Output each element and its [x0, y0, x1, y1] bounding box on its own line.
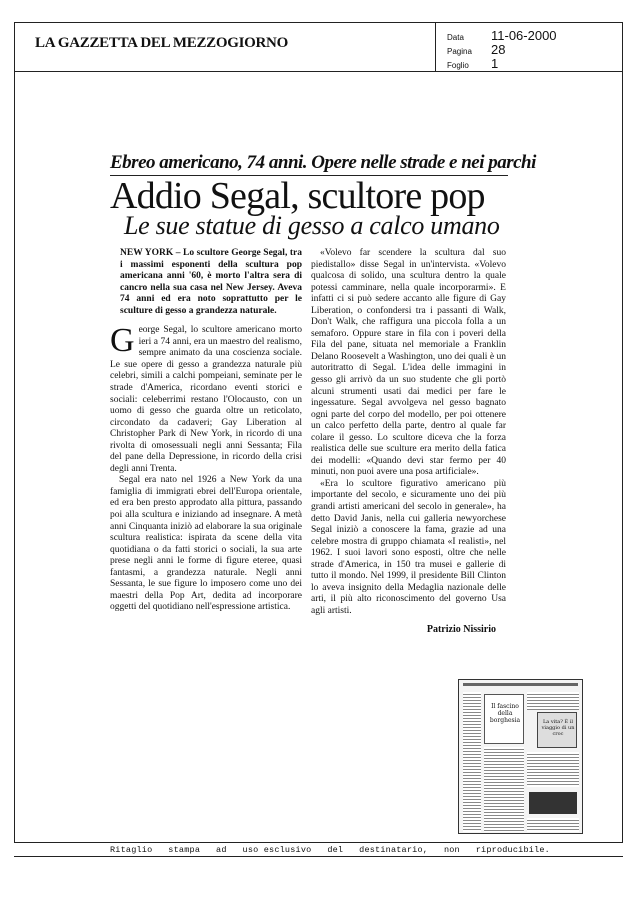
footer-rule-bottom: [14, 856, 623, 857]
page-thumbnail: [458, 679, 583, 834]
thumbnail-box-title: Il fascino della borghesia: [489, 703, 521, 724]
article-subhead: Le sue statue di gesso a calco umano: [124, 211, 500, 240]
thumbnail-text-block: [463, 692, 481, 832]
article-lead: NEW YORK – Lo scultore George Segal, tra i massimi esponenti della scultura pop americana anni '60, è morto l'altra sera di cancro nella sua casa nel New Jersey. Aveva 74 anni ed era noto soprattutto per le sculture di gesso a grandezza naturale.: [120, 248, 302, 316]
thumbnail-dark-box: [529, 792, 577, 814]
frame-left: [14, 72, 15, 842]
meta-sheet-value: 1: [491, 56, 499, 71]
meta-date: [447, 28, 557, 43]
thumbnail-header-bar: [463, 683, 578, 686]
footer-rule-top: [14, 842, 623, 843]
header-box: [14, 22, 623, 72]
header-divider: [435, 23, 436, 71]
meta-sheet: [447, 56, 498, 71]
meta-page: [447, 42, 505, 57]
meta-date-value: 11-06-2000: [491, 28, 557, 43]
article-paragraph: [110, 322, 302, 475]
meta-page-value: 28: [491, 42, 506, 57]
article-headline: Addio Segal, scultore pop: [110, 175, 485, 217]
meta-date-label: Data: [447, 33, 464, 42]
article-column-left: [110, 248, 302, 614]
thumbnail-text-block: [527, 818, 579, 832]
footer-disclaimer: Ritaglio stampa ad uso esclusivo del destinatario, non riproducibile.: [110, 845, 550, 855]
thumbnail-box: [484, 694, 524, 744]
article-column-right: [311, 248, 506, 635]
thumbnail-photo-caption: La vita? È il viaggio di un croc: [541, 719, 575, 737]
meta-sheet-label: Foglio: [447, 61, 469, 70]
thumbnail-text-block: [484, 747, 524, 832]
masthead: LA GAZZETTA DEL MEZZOGIORNO: [35, 35, 288, 51]
frame-right: [622, 72, 623, 842]
article-author: Patrizio Nissirio: [426, 623, 496, 635]
article-paragraph: Segal era nato nel 1926 a New York da una famiglia di immigrati ebrei dell'Europa orientale, ed era ben presto approdato alla pittura, passando poi alla scultura e iniziando ad insegnare. A metà anni Cinquanta iniziò ad elaborare la sua originale scultura realistica: ispirata da scene della vita quotidiana o da fatti storici o sociali, la sua arte prese negli anni le forme di figure eteree, quasi fantasmi, a grandezza naturale. Negli anni Sessanta, le sue figure lo imposero come uno dei maestri della Pop Art, dedita ad incorporare oggetti del quotidiano nell'espressione artistica.: [110, 475, 302, 613]
thumbnail-photo: [537, 712, 577, 748]
thumbnail-text-block: [527, 692, 579, 710]
meta-page-label: Pagina: [447, 47, 472, 56]
thumbnail-text-block: [527, 752, 579, 787]
article-kicker: Ebreo americano, 74 anni. Opere nelle strade e nei parchi: [110, 152, 536, 173]
article-paragraph-text: eorge Segal, lo scultore americano morto ieri a 74 anni, era un maestro del realismo, sempre animato da una coscienza sociale. Le sue opere di gesso a grandezza naturale più celebri, simili a calchi pompeiani, seminate per le strade d'America, ricordano eventi storici e sociali: celeberrimi restano l'Olocausto, con un uomo di gesso che guarda oltre un reticolato, circondato da cadaveri; Gay Liberation al Christopher Park di New York, in ricordo di una rivolta di omosessuali negli anni Sessanta; Fila del pane della Depressione, in ricordo della crisi degli anni Trenta.: [110, 325, 302, 474]
article-paragraph: «Volevo far scendere la scultura dal suo piedistallo» disse Segal in un'intervista. «Volevo qualcosa di solido, una scultura dentro la quale potessi camminare, nella quale incorporarmi». E infatti ci si può sedere accanto alle figure di Gay Liberation, o confondersi tra i passanti di Walk, Don't Walk, che raffigura una piccola folla a un semaforo. Oppure stare in fila con i poveri della Fila del pane, situata nel memoriale a Franklin Delano Roosevelt a Washington, uno dei quali è un autoritratto di Segal. L'idea delle immagini in gesso gli arrivò da un suo studente che gli portò alcuni strumenti usati dai medici per fare le ingessature. Segal avvolgeva nel gesso bagnato ogni parte del corpo del modello, per poi ottenere un calco perfetto della parte, dentro al quale far colare il gesso. Lo scultore diceva che la forza realistica delle sue sculture era merito della fatica dei modelli: «Quando devi star fermo per 40 minuti, non puoi avere una posa artificiale».: [311, 248, 506, 478]
article-paragraph: «Era lo scultore figurativo americano più importante del secolo, e sicuramente uno dei più grandi artisti americani del secolo in generale», ha detto David Janis, nella cui galleria newyorchese Segal iniziò a conoscere la fama, grazie ad una celebre mostra di gruppo chiamata «I realisti», nel 1962. I suoi lavori sono esposti, oltre che nelle strade d'America, in 150 tra musei e gallerie di tutto il mondo. Nel 1999, il presidente Bill Clinton lo aveva insignito della Medaglia nazionale delle arti, il più alto riconoscimento del governo Usa agli artisti.: [311, 478, 506, 616]
drop-cap: G: [110, 322, 135, 360]
